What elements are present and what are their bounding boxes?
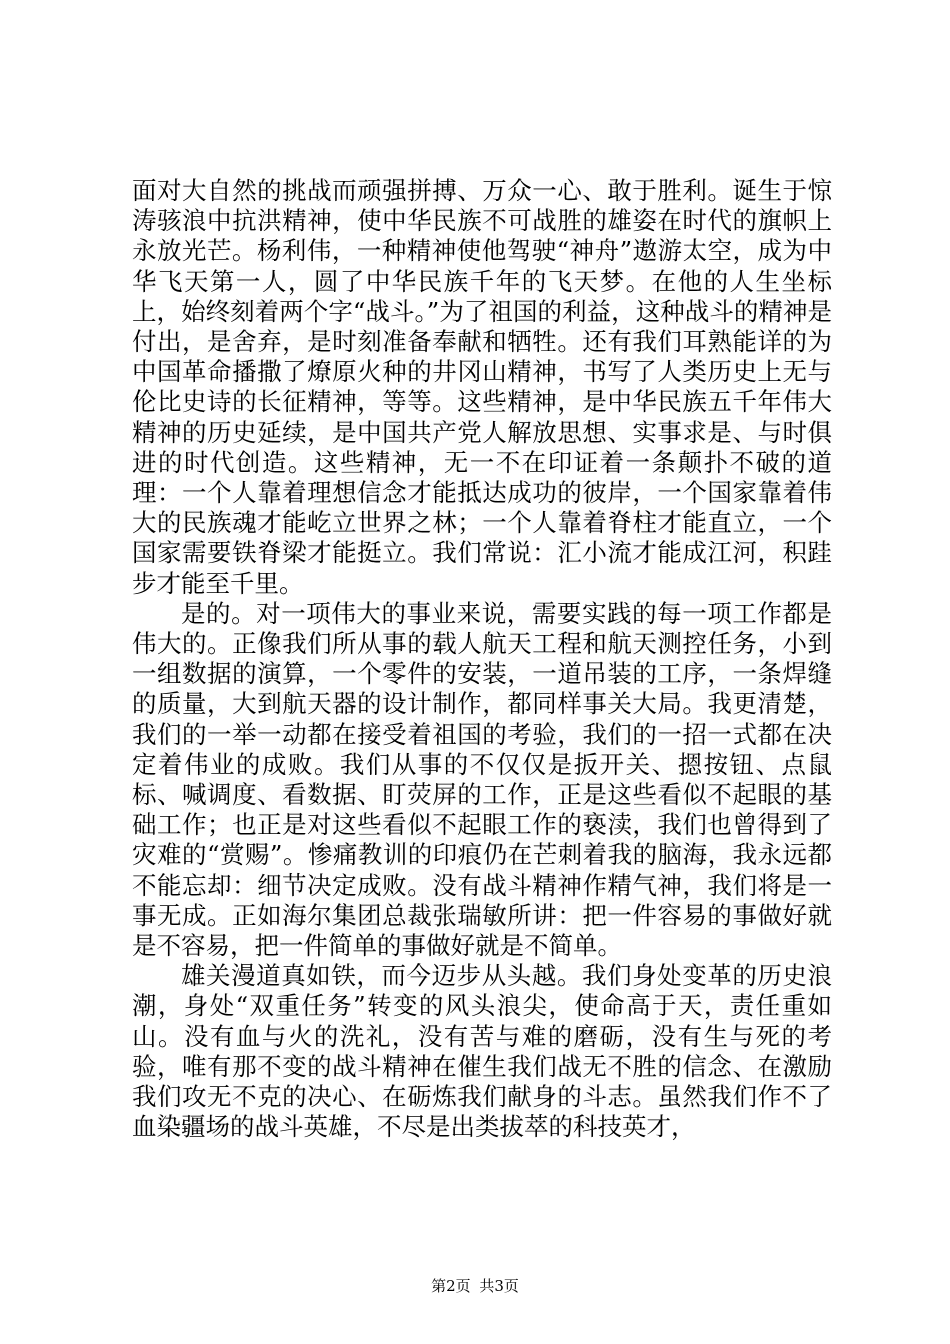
page-footer xyxy=(0,1275,950,1296)
paragraph-2: 是的。对一项伟大的事业来说，需要实践的每一项工作都是伟大的。正像我们所从事的载人航天工程和航天测控任务，小到一组数据的演算，一个零件的安装，一道吊装的工序，一条焊缝的质量，大到航天器的设计制作，都同样事关大局。我更清楚，我们的一举一动都在接受着祖国的考验，我们的一招一式都在决定着伟业的成败。我们从事的不仅仅是扳开关、摁按钮、点鼠标、喊调度、看数据、盯荧屏的工作，正是这些看似不起眼的基础工作；也正是对这些看似不起眼工作的亵渎，我们也曾得到了灾难的“赏赐”。惨痛教训的印痕仍在芒刺着我的脑海，我永远都不能忘却：细节决定成败。没有战斗精神作精气神，我们将是一事无成。正如海尔集团总裁张瑞敏所讲：把一件容易的事做好就是不容易，把一件简单的事做好就是不简单。 xyxy=(132,598,832,961)
document-body xyxy=(132,176,832,1143)
page-number-label: 第2页 共3页 xyxy=(431,1277,519,1295)
paragraph-1: 面对大自然的挑战而顽强拼搏、万众一心、敢于胜利。诞生于惊涛骇浪中抗洪精神，使中华民族不可战胜的雄姿在时代的旗帜上永放光芒。杨利伟，一种精神使他驾驶“神舟”遨游太空，成为中华飞天第一人，圆了中华民族千年的飞天梦。在他的人生坐标上，始终刻着两个字“战斗。”为了祖国的利益，这种战斗的精神是付出，是舍弃，是时刻准备奉献和牺牲。还有我们耳熟能详的为中国革命播撒了燎原火种的井冈山精神，书写了人类历史上无与伦比史诗的长征精神，等等。这些精神，是中华民族五千年伟大精神的历史延续，是中国共产党人解放思想、实事求是、与时俱进的时代创造。这些精神，无一不在印证着一条颠扑不破的道理：一个人靠着理想信念才能抵达成功的彼岸，一个国家靠着伟大的民族魂才能屹立世界之林；一个人靠着脊柱才能直立，一个国家需要铁脊梁才能挺立。我们常说：汇小流才能成江河，积跬步才能至千里。 xyxy=(132,176,832,598)
paragraph-3: 雄关漫道真如铁，而今迈步从头越。我们身处变革的历史浪潮，身处“双重任务”转变的风头浪尖，使命高于天，责任重如山。没有血与火的洗礼，没有苦与难的磨砺，没有生与死的考验，唯有那不变的战斗精神在催生我们战无不胜的信念、在激励我们攻无不克的决心、在砺炼我们献身的斗志。虽然我们作不了血染疆场的战斗英雄，不尽是出类拔萃的科技英才， xyxy=(132,961,832,1142)
